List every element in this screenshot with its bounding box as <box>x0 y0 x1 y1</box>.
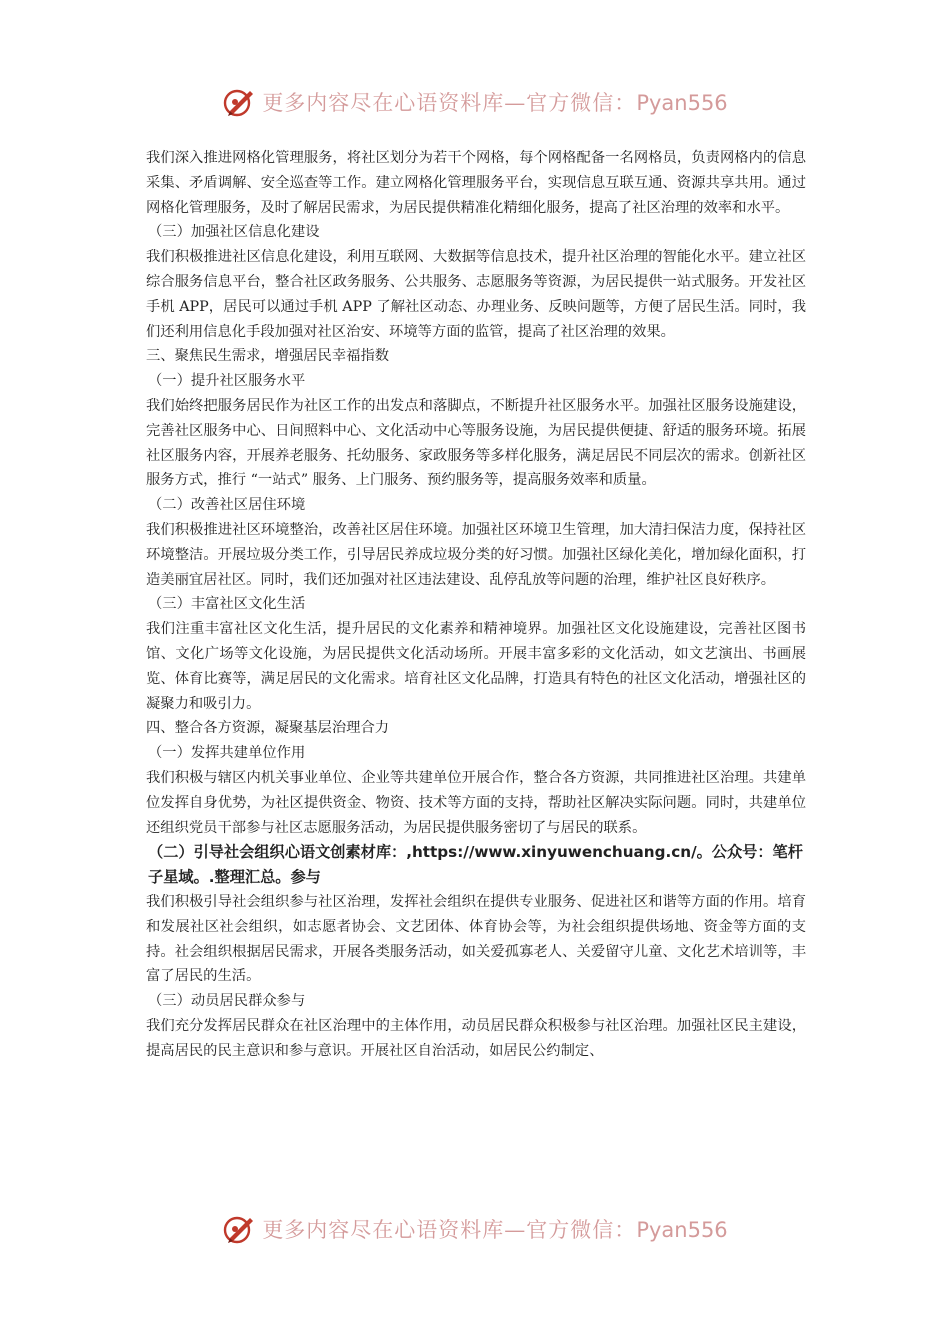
body-paragraph: 我们注重丰富社区文化生活，提升居民的文化素养和精神境界。加强社区文化设施建设，完善社区图书馆、文化广场等文化设施，为居民提供文化活动场所。开展丰富多彩的文化活动，如文艺演出、书画展览、体育比赛等，满足居民的文化需求。培育社区文化品牌，打造具有特色的社区文化活动，增强社区的凝聚力和吸引力。 <box>146 621 806 712</box>
section-heading: 三、聚焦民生需求，增强居民幸福指数 <box>146 348 390 365</box>
pen-logo-icon <box>222 1212 256 1246</box>
body-paragraph: 我们积极推进社区信息化建设，利用互联网、大数据等信息技术，提升社区治理的智能化水平。建立社区综合服务信息平台，整合社区政务服务、公共服务、志愿服务等资源，为居民提供一站式服务。开发社区手机 APP，居民可以通过手机 APP 了解社区动态、办理业务、反映问题等，方便了居民生活。同时，我们还利用信息化手段加强对社区治安、环境等方面的监管，提高了社区治理的效果。 <box>146 249 806 340</box>
bold-subsection-heading: （二）引导社会组织心语文创素材库：,https://www.xinyuwenchuang.cn/。公众号：笔杆子星域。.整理汇总。参与 <box>148 843 803 887</box>
body-paragraph: 我们充分发挥居民群众在社区治理中的主体作用，动员居民群众积极参与社区治理。加强社区民主建设，提高居民的民主意识和参与意识。开展社区自治活动，如居民公约制定、 <box>146 1017 806 1059</box>
pen-logo-icon <box>222 85 256 119</box>
body-paragraph: 我们积极推进社区环境整治，改善社区居住环境。加强社区环境卫生管理，加大清扫保洁力度，保持社区环境整洁。开展垃圾分类工作，引导居民养成垃圾分类的好习惯。加强社区绿化美化，增加绿化面积，打造美丽宜居社区。同时，我们还加强对社区违法建设、乱停乱放等问题的治理，维护社区良好秩序。 <box>146 521 806 588</box>
body-paragraph: 我们深入推进网格化管理服务，将社区划分为若干个网格，每个网格配备一名网格员，负责网格内的信息采集、矛盾调解、安全巡查等工作。建立网格化管理服务平台，实现信息互联互通、资源共享共用。通过网格化管理服务，及时了解居民需求，为居民提供精准化精细化服务，提高了社区治理的效率和水平。 <box>146 150 806 216</box>
subsection-heading: （三）丰富社区文化生活 <box>148 596 306 613</box>
subsection-heading: （三）动员居民群众参与 <box>148 993 306 1010</box>
document-body <box>146 146 806 1063</box>
section-heading: 四、整合各方资源，凝聚基层治理合力 <box>146 720 390 737</box>
subsection-heading: （一）发挥共建单位作用 <box>148 745 306 762</box>
header-banner <box>0 82 950 122</box>
subsection-heading: （一）提升社区服务水平 <box>148 373 306 390</box>
body-paragraph: 我们积极与辖区内机关事业单位、企业等共建单位开展合作，整合各方资源，共同推进社区治理。共建单位发挥自身优势，为社区提供资金、物资、技术等方面的支持，帮助社区解决实际问题。同时，共建单位还组织党员干部参与社区志愿服务活动，为居民提供服务密切了与居民的联系。 <box>146 769 806 836</box>
body-paragraph: 我们积极引导社会组织参与社区治理，发挥社会组织在提供专业服务、促进社区和谐等方面的作用。培育和发展社区社会组织，如志愿者协会、文艺团体、体育协会等，为社会组织提供场地、资金等方面的支持。社会组织根据居民需求，开展各类服务活动，如关爱孤寡老人、关爱留守儿童、文化艺术培训等，丰富了居民的生活。 <box>146 893 806 985</box>
subsection-heading: （二）改善社区居住环境 <box>148 497 306 514</box>
body-paragraph: 我们始终把服务居民作为社区工作的出发点和落脚点，不断提升社区服务水平。加强社区服务设施建设，完善社区服务中心、日间照料中心、文化活动中心等服务设施，为居民提供便捷、舒适的服务环境。拓展社区服务内容，开展养老服务、托幼服务、家政服务等多样化服务，满足居民不同层次的需求。创新社区服务方式，推行 “一站式” 服务、上门服务、预约服务等，提高服务效率和质量。 <box>146 397 806 489</box>
subsection-heading: （三）加强社区信息化建设 <box>148 224 320 241</box>
banner-text: 更多内容尽在心语资料库—官方微信：Pyan556 <box>262 1218 728 1242</box>
banner-text: 更多内容尽在心语资料库—官方微信：Pyan556 <box>262 91 728 115</box>
footer-banner <box>0 1209 950 1249</box>
